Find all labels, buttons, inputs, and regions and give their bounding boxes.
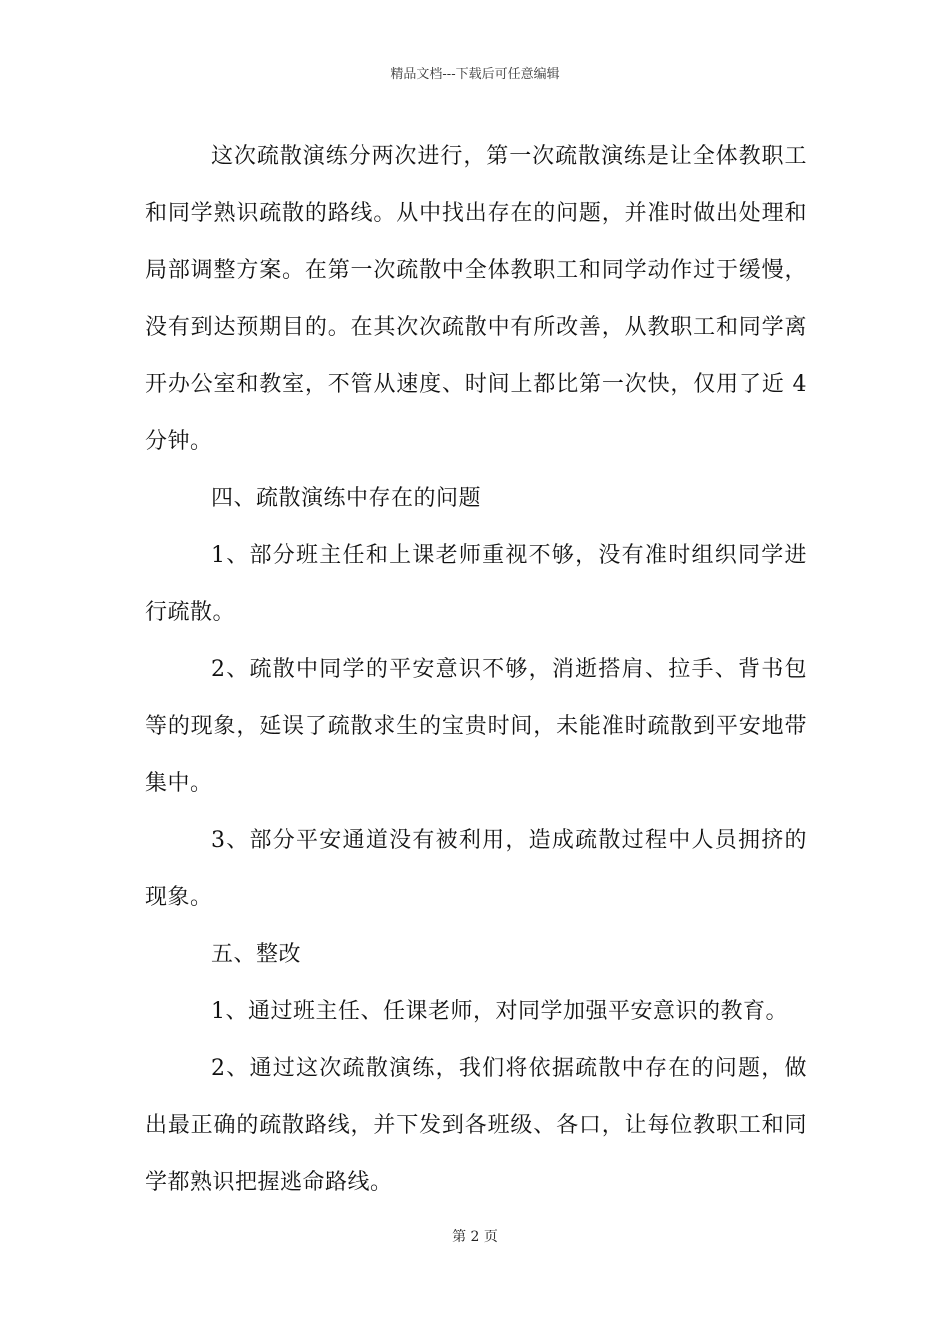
footer-suffix: 页 [483,1229,498,1245]
footer-prefix: 第 [452,1229,467,1245]
document-body [145,128,807,1211]
rectification-item-1: 1、通过班主任、任课老师，对同学加强平安意识的教育。 [211,999,788,1024]
page-footer [0,1227,950,1247]
page-number: 2 [470,1229,480,1245]
rectification-item-2: 2、通过这次疏散演练，我们将依据疏散中存在的问题，做出最正确的疏散路线，并下发到各班级、各口，让每位教职工和同学都熟识把握逃命路线。 [145,1056,807,1195]
section-heading-problems: 四、疏散演练中存在的问题 [211,486,482,511]
problem-item-3: 3、部分平安通道没有被利用，造成疏散过程中人员拥挤的现象。 [145,828,807,910]
section-heading-rectification: 五、整改 [211,942,302,967]
page-header [0,66,950,84]
problem-item-2: 2、疏散中同学的平安意识不够，消逝搭肩、拉手、背书包等的现象，延误了疏散求生的宝贵时间，未能准时疏散到平安地带集中。 [145,657,807,796]
header-text: 精品文档---下载后可任意编辑 [390,67,560,82]
paragraph-drill-summary: 这次疏散演练分两次进行，第一次疏散演练是让全体教职工和同学熟识疏散的路线。从中找出存在的问题，并准时做出处理和局部调整方案。在第一次疏散中全体教职工和同学动作过于缓慢，没有到达预期目的。在其次次疏散中有所改善，从教职工和同学离开办公室和教室，不管从速度、时间上都比第一次快，仅用了近 4 分钟。 [145,144,807,454]
problem-item-1: 1、部分班主任和上课老师重视不够，没有准时组织同学进行疏散。 [145,543,807,625]
